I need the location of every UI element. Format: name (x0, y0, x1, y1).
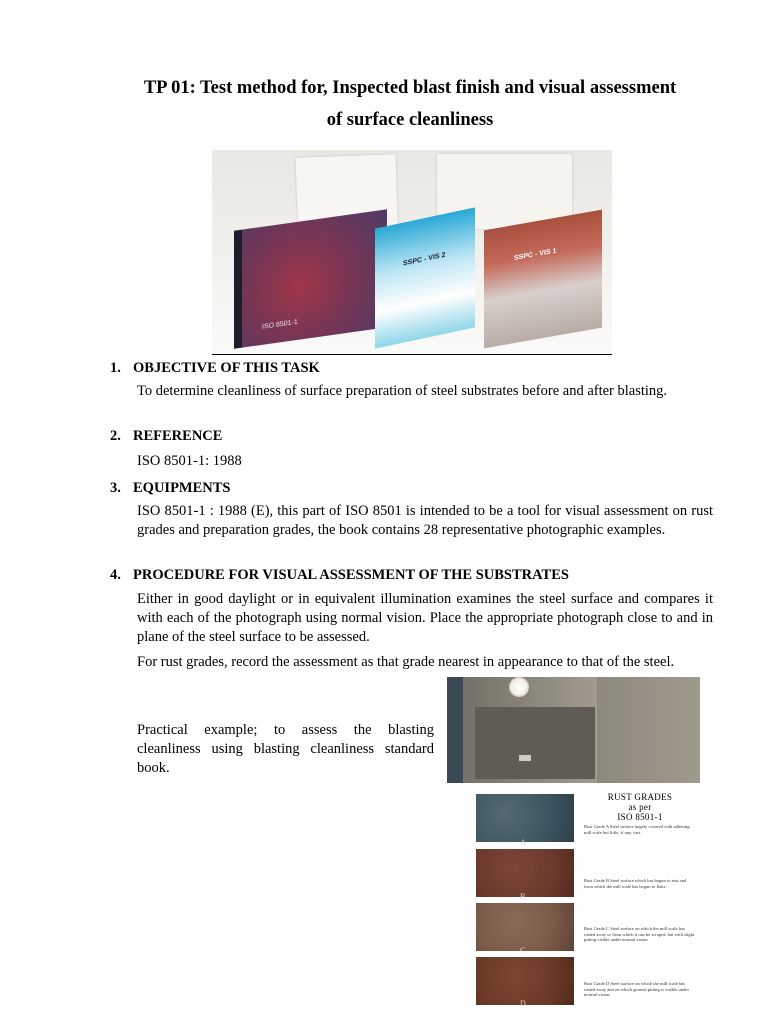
section-1-text: To determine cleanliness of surface preparation of steel substrates before and after blasting. (137, 383, 668, 399)
title-line-2: of surface cleanliness (326, 110, 494, 130)
rust-grade-d-sample (476, 957, 574, 1005)
book2-label: SSPC - VIS 2 (403, 251, 446, 268)
rust-grade-c-note: Rust Grade C Steel surface on which the mill scale has rusted away or from which it can be scraped, but with slight pitting visible under normal vision. (584, 926, 695, 943)
rust-grade-c-sample (476, 903, 574, 951)
section-3-heading: 3. EQUIPMENTS (110, 480, 231, 496)
rust-grade-b-sample (476, 849, 574, 897)
section-4-text-3: Practical example; to assess the blasting cleanliness using blasting cleanliness standard book. (137, 722, 434, 776)
rust-grade-b-letter: B (520, 892, 526, 901)
iso-8501-book (234, 209, 387, 349)
section-2-heading: 2. REFERENCE (110, 428, 223, 444)
lamp-icon (509, 677, 529, 697)
rust-grades-title: RUST GRADES as per ISO 8501-1 (607, 792, 673, 822)
rust-grade-c-letter: C (520, 946, 526, 955)
rust-grade-b-note: Rust Grade B Steel surface which has begun to rust and from which the mill scale has begun to flake. (584, 878, 687, 889)
section-4-heading: 4. PROCEDURE FOR VISUAL ASSESSMENT OF THE SUBSTRATES (110, 567, 569, 583)
photo-divider (212, 354, 612, 355)
page-title (100, 72, 720, 136)
book1-label: ISO 8501-1 (262, 318, 298, 331)
standards-books-photo (212, 150, 612, 355)
rust-grade-d-letter: D (520, 999, 526, 1008)
rust-grades-chart (460, 786, 700, 1012)
section-3-text: ISO 8501-1 : 1988 (E), this part of ISO 8501 is intended to be a tool for visual assessment on rust grades and preparation grades, the book contains 28 representative photographic examples. (137, 503, 713, 538)
sspc-vis1-book (484, 210, 602, 349)
room-left-edge (447, 677, 463, 783)
sspc-vis2-book (375, 207, 475, 348)
book3-label: SSPC - VIS 1 (514, 247, 557, 263)
rust-grade-d-note: Rust Grade D Steel surface on which the mill scale has rusted away and on which general pitting is visible under normal vision. (584, 981, 689, 998)
photo-tag (519, 755, 531, 761)
steel-surface (597, 677, 700, 783)
blasting-room-photo (447, 677, 700, 783)
rust-grade-a-sample (476, 794, 574, 842)
section-2-text: ISO 8501-1: 1988 (137, 453, 242, 469)
section-1-heading: 1. OBJECTIVE OF THIS TASK (110, 360, 320, 376)
rust-grade-a-letter: A (520, 838, 526, 847)
title-line-1: TP 01: Test method for, Inspected blast finish and visual assessment (143, 78, 677, 98)
rust-grade-a-note: Rust Grade A Steel surface largely covered with adhering mill scale but little, if any, rust. (584, 824, 690, 835)
section-4-text-2: For rust grades, record the assessment as that grade nearest in appearance to that of the steel. (137, 654, 675, 670)
section-4-text-1: Either in good daylight or in equivalent illumination examines the steel surface and compares it with each of the photograph using normal vision. Place the appropriate photograph close to and in plane of the steel surface to be assessed. (137, 591, 713, 645)
steel-panel (475, 707, 595, 779)
